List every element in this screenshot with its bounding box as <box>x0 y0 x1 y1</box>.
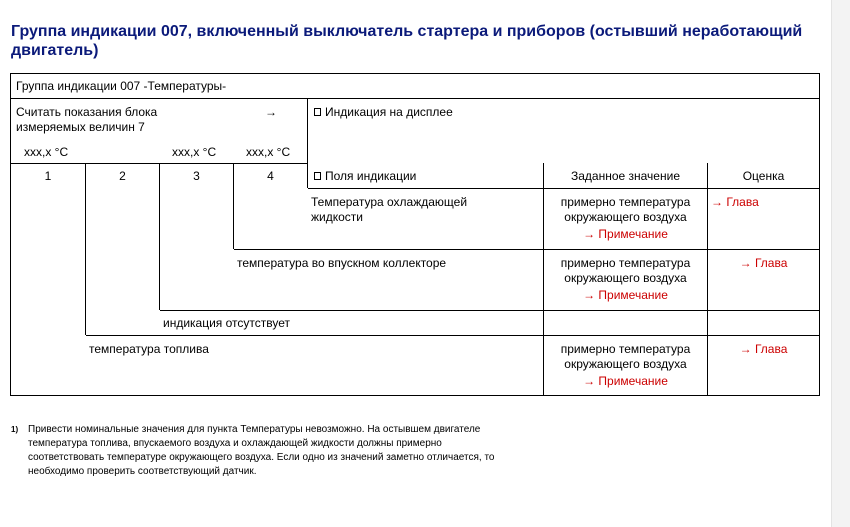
field-number-3: 3 <box>193 169 200 183</box>
row2-note-link[interactable]: → Примечание <box>583 288 668 302</box>
format-label-2: xxx,x °C <box>172 145 217 159</box>
read-block-line2: измеряемых величин 7 <box>16 120 145 134</box>
col-header-rating: Оценка <box>742 169 785 183</box>
row1-label-line2: жидкости <box>311 210 363 224</box>
footnote-mark: 1) <box>11 425 19 434</box>
square-bullet-icon <box>314 108 321 116</box>
row4-note-link[interactable]: → Примечание <box>583 374 668 388</box>
row3-label: индикация отсутствует <box>163 316 291 330</box>
read-block-line1: Считать показания блока <box>16 105 158 119</box>
divider <box>160 310 819 311</box>
page-title: Группа индикации 007, включенный выключатель стартера и приборов (остывший неработающий двигатель) <box>11 23 803 59</box>
divider <box>159 163 160 310</box>
divider <box>11 98 819 99</box>
group-header: Группа индикации 007 -Температуры- <box>16 79 227 93</box>
format-label-1: xxx,x °C <box>24 145 69 159</box>
row2-spec-line2: окружающего воздуха <box>564 271 687 285</box>
divider <box>234 249 819 250</box>
square-bullet-icon <box>314 172 321 180</box>
divider <box>307 98 308 188</box>
divider <box>308 188 819 189</box>
divider <box>707 163 708 395</box>
row4-spec-line2: окружающего воздуха <box>564 357 687 371</box>
row4-spec-line1: примерно температура <box>560 342 691 356</box>
scrollbar-track[interactable] <box>831 0 850 527</box>
row4-label: температура топлива <box>89 342 209 356</box>
row2-label: температура во впускном коллекторе <box>237 256 447 270</box>
row2-chapter-link[interactable]: → Глава <box>739 256 788 270</box>
field-number-2: 2 <box>119 169 126 183</box>
col-header-specified: Заданное значение <box>570 169 680 183</box>
display-indication <box>314 105 453 120</box>
field-number-4: 4 <box>267 169 274 183</box>
row1-spec-line1: примерно температура <box>560 195 691 209</box>
footnote-text: Привести номинальные значения для пункта Температуры невозможно. На остывшем двигателе температура топлива, впускаемого воздуха и охлаждающей жидкости должны примерно соответствовать температуре окружающего воздуха. Если одно из значений заметно отличается, то необходимо проверить соответствующий датчик. <box>28 424 495 477</box>
row1-label-line1: Температура охлаждающей <box>311 195 468 209</box>
col-header-fields-label: Поля индикации <box>325 169 417 183</box>
row4-chapter-link[interactable]: → Глава <box>739 342 788 356</box>
arrow-icon: → <box>265 105 277 119</box>
row1-spec-line2: окружающего воздуха <box>564 210 687 224</box>
measured-values-table <box>10 73 820 396</box>
row1-note-link[interactable]: → Примечание <box>583 227 668 241</box>
field-number-1: 1 <box>44 169 52 183</box>
row1-chapter-link[interactable]: → Глава <box>711 195 759 209</box>
display-indication-label: Индикация на дисплее <box>325 105 453 119</box>
row2-spec-line1: примерно температура <box>560 256 691 270</box>
col-header-fields <box>314 169 416 184</box>
divider <box>85 163 86 335</box>
format-label-3: xxx,x °C <box>246 145 291 159</box>
divider <box>86 335 819 336</box>
